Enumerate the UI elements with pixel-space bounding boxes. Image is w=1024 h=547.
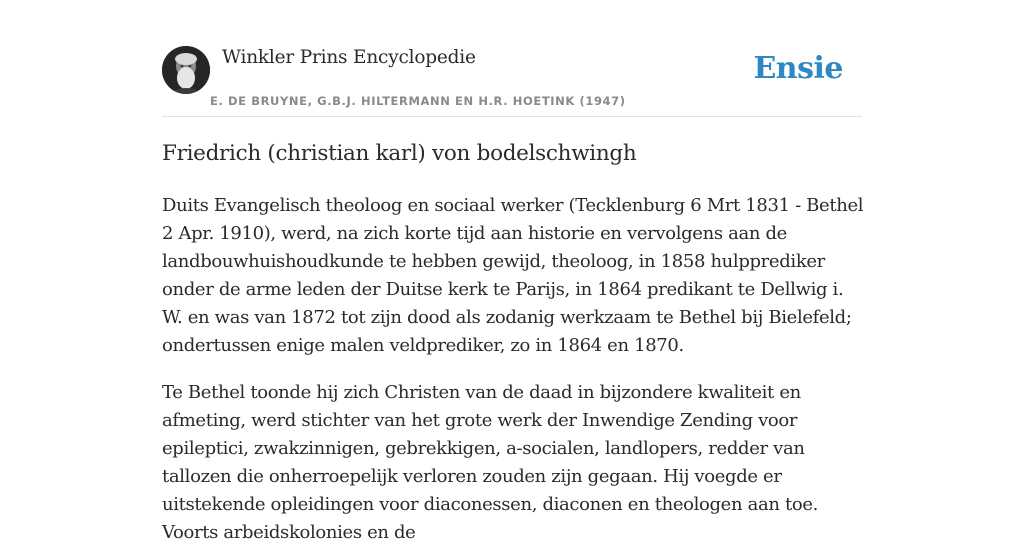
portrait-icon	[162, 46, 210, 94]
article	[162, 137, 864, 547]
avatar[interactable]	[162, 46, 210, 94]
publication-authors: E. DE BRUYNE, G.B.J. HILTERMANN EN H.R. HOETINK (1947)	[210, 94, 626, 108]
brand-logo[interactable]: Ensie	[753, 51, 843, 86]
article-paragraph: Duits Evangelisch theoloog en sociaal werker (Tecklenburg 6 Mrt 1831 - Bethel 2 Apr. 1910), werd, na zich korte tijd aan historie en vervolgens aan de landbouwhuishoudkunde te hebben gewijd, theoloog, in 1858 hulpprediker onder de arme leden der Duitse kerk te Parijs, in 1864 predikant te Dellwig i. W. en was van 1872 tot zijn dood als zodanig werkzaam te Bethel bij Bielefeld; ondertussen enige malen veldprediker, zo in 1864 en 1870.	[162, 195, 864, 356]
article-paragraph: Te Bethel toonde hij zich Christen van de daad in bijzondere kwaliteit en afmeting, werd stichter van het grote werk der Inwendige Zending voor epileptici, zwakzinnigen, gebrekkigen, a-socialen, landlopers, redder van tallozen die onherroepelijk verloren zouden zijn gegaan. Hij voegde er uitstekende opleidingen voor diaconessen, diaconen en theologen aan toe. Voorts arbeidskolonies en de	[162, 382, 819, 543]
site-header	[162, 46, 862, 117]
publication-title[interactable]: Winkler Prins Encyclopedie	[222, 47, 476, 68]
article-title: Friedrich (christian karl) von bodelschwingh	[162, 141, 637, 166]
